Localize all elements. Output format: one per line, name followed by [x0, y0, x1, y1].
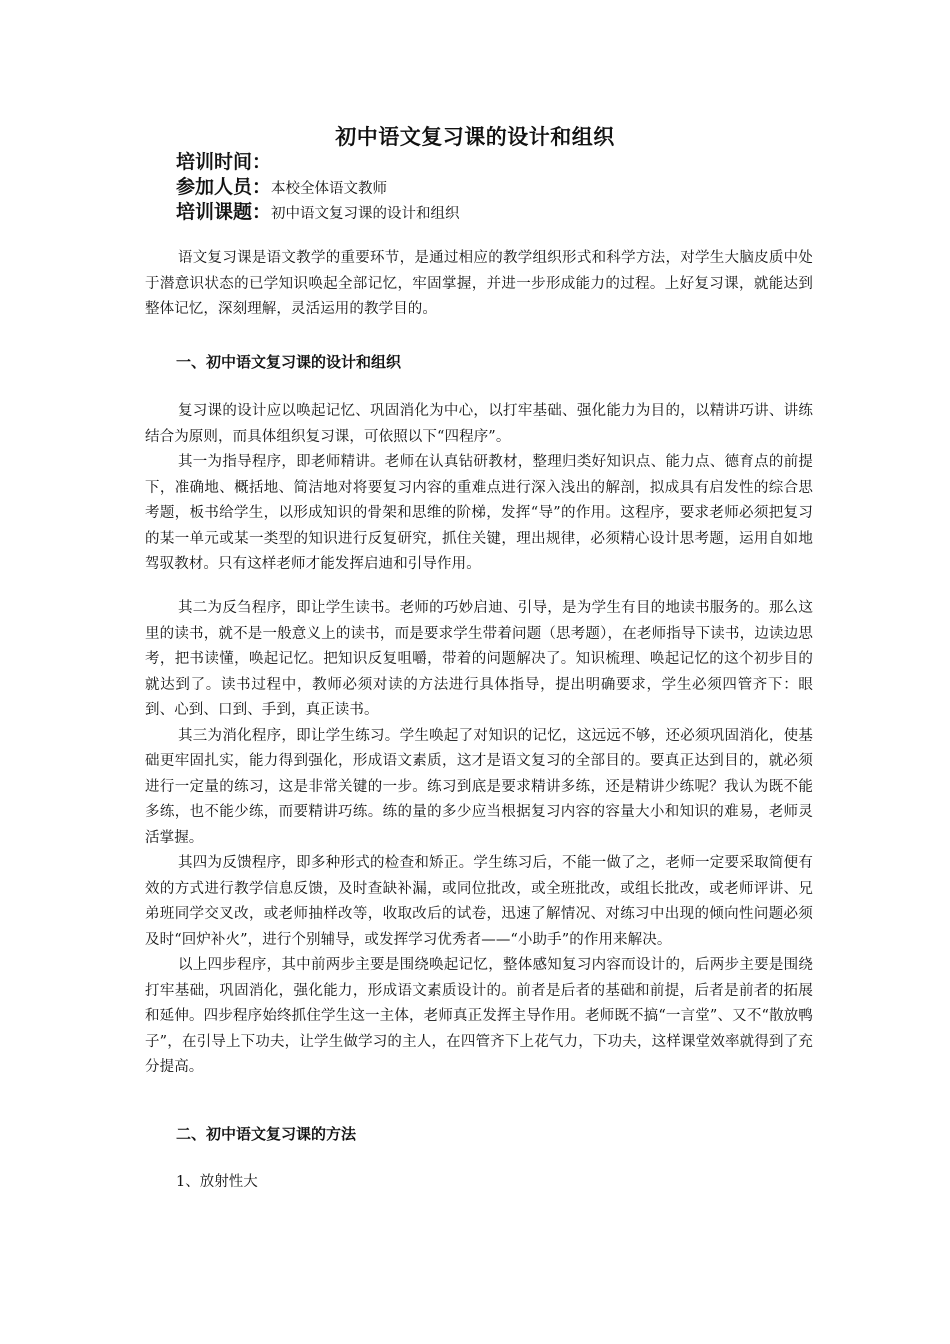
paragraph: 其三为消化程序，即让学生练习。学生唤起了对知识的记忆，这远远不够，还必须巩固消化，使基础更牢固扎实，能力得到强化，形成语文素质，这才是语文复习的全部目的。要真正达到目的，就必须进行一定量的练习，这是非常关键的一步。练习到底是要求精讲多练，还是精讲少练呢？我认为既不能多练，也不能少练，而要精讲巧练。练的量的多少应当根据复习内容的容量大小和知识的难易，老师灵活掌握。 — [145, 727, 813, 846]
meta-label-time: 培训时间： — [176, 151, 272, 173]
meta-label-topic: 培训课题： — [176, 201, 272, 223]
meta-row-participants — [176, 175, 460, 200]
document-title: 初中语文复习课的设计和组织 — [335, 125, 615, 149]
section2-item: 1、放射性大 — [176, 1174, 258, 1190]
meta-block — [176, 150, 460, 225]
intro-paragraph: 语文复习课是语文教学的重要环节，是通过相应的教学组织形式和科学方法，对学生大脑皮质中处于潜意识状态的已学知识唤起全部记忆，牢固掌握，并进一步形成能力的过程。上好复习课，就能达到整体记忆，深刻理解，灵活运用的教学目的。 — [145, 250, 813, 317]
section1-paragraphs-b — [145, 596, 813, 1081]
paragraph: 复习课的设计应以唤起记忆、巩固消化为中心，以打牢基础、强化能力为目的，以精讲巧讲、讲练结合为原则，而具体组织复习课，可依照以下“四程序”。 — [145, 403, 813, 445]
section1-heading: 一、初中语文复习课的设计和组织 — [176, 353, 402, 371]
meta-label-participants: 参加人员： — [176, 176, 272, 198]
section1-paragraphs-a — [145, 399, 813, 578]
paragraph: 其四为反馈程序，即多种形式的检查和矫正。学生练习后，不能一做了之，老师一定要采取简便有效的方式进行教学信息反馈，及时查缺补漏，或同位批改，或全班批改，或组长批改，或老师评讲、兄弟班同学交叉改，或老师抽样改等，收取改后的试卷，迅速了解情况、对练习中出现的倾向性问题必须及时“回炉补火”，进行个别辅导，或发挥学习优秀者——“小助手”的作用来解决。 — [145, 855, 813, 948]
paragraph: 以上四步程序，其中前两步主要是围绕唤起记忆，整体感知复习内容而设计的，后两步主要是围绕打牢基础，巩固消化，强化能力，形成语文素质设计的。前者是后者的基础和前提，后者是前者的拓展和延伸。四步程序始终抓住学生这一主体，老师真正发挥主导作用。老师既不搞“一言堂”、又不“散放鸭子”，在引导上下功夫，让学生做学习的主人，在四管齐下上花气力，下功夫，这样课堂效率就得到了充分提高。 — [145, 957, 813, 1075]
paragraph: 其二为反刍程序，即让学生读书。老师的巧妙启迪、引导，是为学生有目的地读书服务的。那么这里的读书，就不是一般意义上的读书，而是要求学生带着问题（思考题），在老师指导下读书，边读边思考，把书读懂，唤起记忆。把知识反复咀嚼，带着的问题解决了。知识梳理、唤起记忆的这个初步目的就达到了。读书过程中，教师必须对读的方法进行具体指导，提出明确要求，学生必须四管齐下：眼到、心到、口到、手到，真正读书。 — [145, 600, 813, 718]
intro-block — [145, 246, 813, 323]
meta-value-topic: 初中语文复习课的设计和组织 — [271, 206, 460, 222]
meta-row-time — [176, 150, 460, 175]
meta-value-participants: 本校全体语文教师 — [271, 181, 388, 197]
paragraph: 其一为指导程序，即老师精讲。老师在认真钻研教材，整理归类好知识点、能力点、德育点的前提下，准确地、概括地、简洁地对将要复习内容的重难点进行深入浅出的解剖，拟成具有启发性的综合思考题，板书给学生，以形成知识的骨架和思维的阶梯，发挥“导”的作用。这程序，要求老师必须把复习的某一单元或某一类型的知识进行反复研究，抓住关键，理出规律，必须精心设计思考题，运用自如地驾驭教材。只有这样老师才能发挥启迪和引导作用。 — [145, 454, 813, 572]
meta-row-topic — [176, 200, 460, 225]
section2-heading: 二、初中语文复习课的方法 — [176, 1125, 357, 1143]
